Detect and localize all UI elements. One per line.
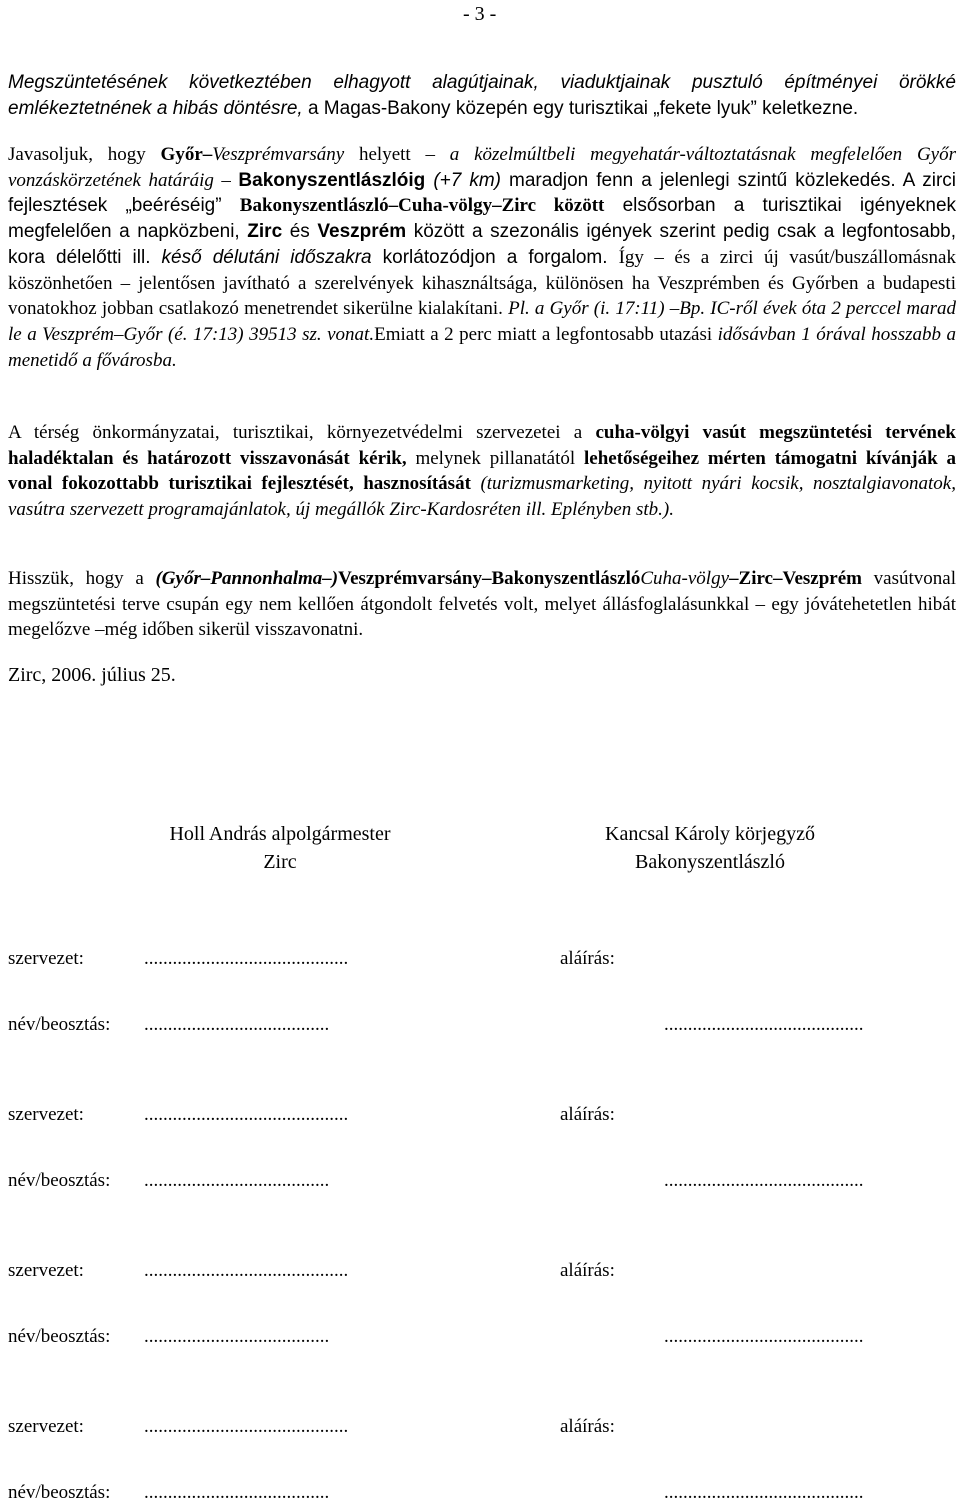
organization-label: szervezet: [8, 1416, 84, 1437]
form-row-organization [8, 948, 958, 974]
text-run: és [282, 221, 318, 243]
paragraph-belief [8, 566, 956, 643]
text-run: vasútvonal megszüntetési terve csupán egy nem kellően átgondolt felvetés volt, melyet állásfoglalásunkkal – egy jóvátehetetlen hibát megelőzve –még időben sikerül visszavonatni. [8, 568, 957, 641]
form-row-name-title [8, 1170, 958, 1196]
form-row-name-title [8, 1014, 958, 1040]
signatory-place: Zirc [263, 851, 297, 873]
form-row-organization [8, 1416, 958, 1442]
signature-label: aláírás: [560, 1260, 615, 1281]
text-run: Pl. a Győr (i. 17:11) –Bp. IC-ről évek óta 2 perccel marad le a Veszprém–Győr (é. 17:13) 39513 sz. vonat. [8, 298, 957, 345]
signature-field[interactable]: .......................................... [664, 1482, 864, 1503]
text-run: Emiatt a 2 perc miatt a legfontosabb utazási [374, 323, 718, 345]
signature-label: aláírás: [560, 1416, 615, 1437]
text-run: Veszprém [317, 221, 407, 243]
name-title-field[interactable]: ....................................... [144, 1482, 330, 1503]
text-run: (+7 km) [433, 169, 501, 191]
text-run: – [213, 169, 239, 191]
paragraph-proposal [8, 142, 956, 373]
text-run: melynek pillanatától [406, 447, 585, 469]
form-row-organization [8, 1104, 958, 1130]
name-title-field[interactable]: ....................................... [144, 1014, 330, 1035]
signature-label: aláírás: [560, 948, 615, 969]
text-run: Bakonyszentlászló–Cuha-völgy–Zirc között [239, 195, 605, 217]
organization-field[interactable]: ........................................... [144, 948, 349, 969]
organization-field[interactable]: ........................................... [144, 1104, 349, 1125]
text-run: idősávban 1 órával hosszabb a menetidő a fővárosba. [8, 323, 956, 371]
organization-label: szervezet: [8, 1260, 84, 1281]
text-run: lehetőségeihez mérten támogatni kívánják a vonal fokozottabb turisztikai fejlesztését, hasznosítását [8, 447, 956, 495]
organization-field[interactable]: ........................................... [144, 1260, 349, 1281]
organization-label: szervezet: [8, 948, 84, 969]
text-run: Javasoljuk, hogy [8, 144, 161, 165]
organization-label: szervezet: [8, 1104, 84, 1125]
text-run: késő délutáni időszakra [161, 246, 372, 268]
text-run: Győr– [160, 144, 213, 165]
signatory-block-1 [130, 820, 430, 876]
text-run: A térség önkormányzatai, turisztikai, környezetvédelmi szervezetei a [8, 422, 596, 443]
text-run: Cuha-völgy [640, 568, 730, 589]
name-title-field[interactable]: ....................................... [144, 1326, 330, 1347]
text-run: Veszprémvarsány [212, 144, 345, 165]
name-title-label: név/beosztás: [8, 1014, 111, 1035]
place-date: Zirc, 2006. július 25. [8, 664, 176, 686]
form-row-name-title [8, 1482, 958, 1508]
organization-field[interactable]: ........................................... [144, 1416, 349, 1437]
text-run: Így – és a zirci új vasút/buszállomásnak köszönhetően – jelentősen javítható a szerelvények kihasználtsága, különösen ha Veszprémben és Győrben a budapesti vonatokhoz jobban csatlakozó menetrendet sikerülne kialakítani. [8, 246, 956, 320]
text-run: maradjon fenn a jelenlegi szintű közlekedés. A zirci fejlesztések „beéréséig” [8, 169, 956, 217]
name-title-label: név/beosztás: [8, 1482, 111, 1503]
page-number: - 3 - [463, 3, 497, 25]
text-run: korlátozódjon a forgalom. [371, 246, 619, 268]
paragraph-municipalities-request [8, 420, 956, 523]
text-run [471, 473, 481, 494]
signature-field[interactable]: .......................................... [664, 1170, 864, 1191]
name-title-label: név/beosztás: [8, 1326, 111, 1347]
text-run: helyett – [344, 144, 450, 165]
text-run: Zirc [247, 221, 283, 243]
text-run: között a szezonális igények szerint pedig csak a legfontosabb, kora délelőtti ill. [8, 221, 956, 268]
text-run: Bakonyszentlászlóig [238, 169, 426, 191]
paragraph-closure-consequences [8, 70, 956, 121]
text-run: elsősorban a turisztikai igényeknek megfelelően a napközbeni, [8, 195, 957, 243]
signatory-place: Bakonyszentlászló [635, 851, 785, 873]
text-run: Veszprémvarsány–Bakonyszentlászló [338, 568, 641, 589]
text-run: Megszüntetésének következtében elhagyott alagútjainak, viaduktjainak pusztuló építményei örökké emlékeztetnének a hibás döntésre, [8, 72, 956, 119]
text-run: a közelmúltbeli megyehatár-változtatásnak megfelelően Győr vonzáskörzetének határáig [8, 144, 956, 191]
form-row-organization [8, 1260, 958, 1286]
name-title-label: név/beosztás: [8, 1170, 111, 1191]
signature-field[interactable]: .......................................... [664, 1014, 864, 1035]
signature-label: aláírás: [560, 1104, 615, 1125]
text-run: Hisszük, hogy a [8, 568, 156, 589]
signature-field[interactable]: .......................................... [664, 1326, 864, 1347]
signatory-block-2 [540, 820, 880, 876]
text-run: (Győr–Pannonhalma–) [155, 568, 339, 589]
text-run: cuha-völgyi vasút megszüntetési tervének haladéktalan és határozott visszavonását kérik, [8, 422, 956, 469]
signatory-name: Holl András alpolgármester [169, 823, 391, 845]
form-row-name-title [8, 1326, 958, 1352]
signatory-name: Kancsal Károly körjegyző [605, 823, 815, 845]
text-run: a Magas-Bakony közepén egy turisztikai „fekete lyuk” keletkezne. [302, 97, 859, 119]
text-run: –Zirc–Veszprém [729, 568, 862, 589]
name-title-field[interactable]: ....................................... [144, 1170, 330, 1191]
text-run: (turizmusmarketing, nyitott nyári kocsik, nosztalgiavonatok, vasútra szervezett programajánlatok, új megállók Zirc-Kardosréten ill. Eplényben stb.). [8, 473, 956, 521]
